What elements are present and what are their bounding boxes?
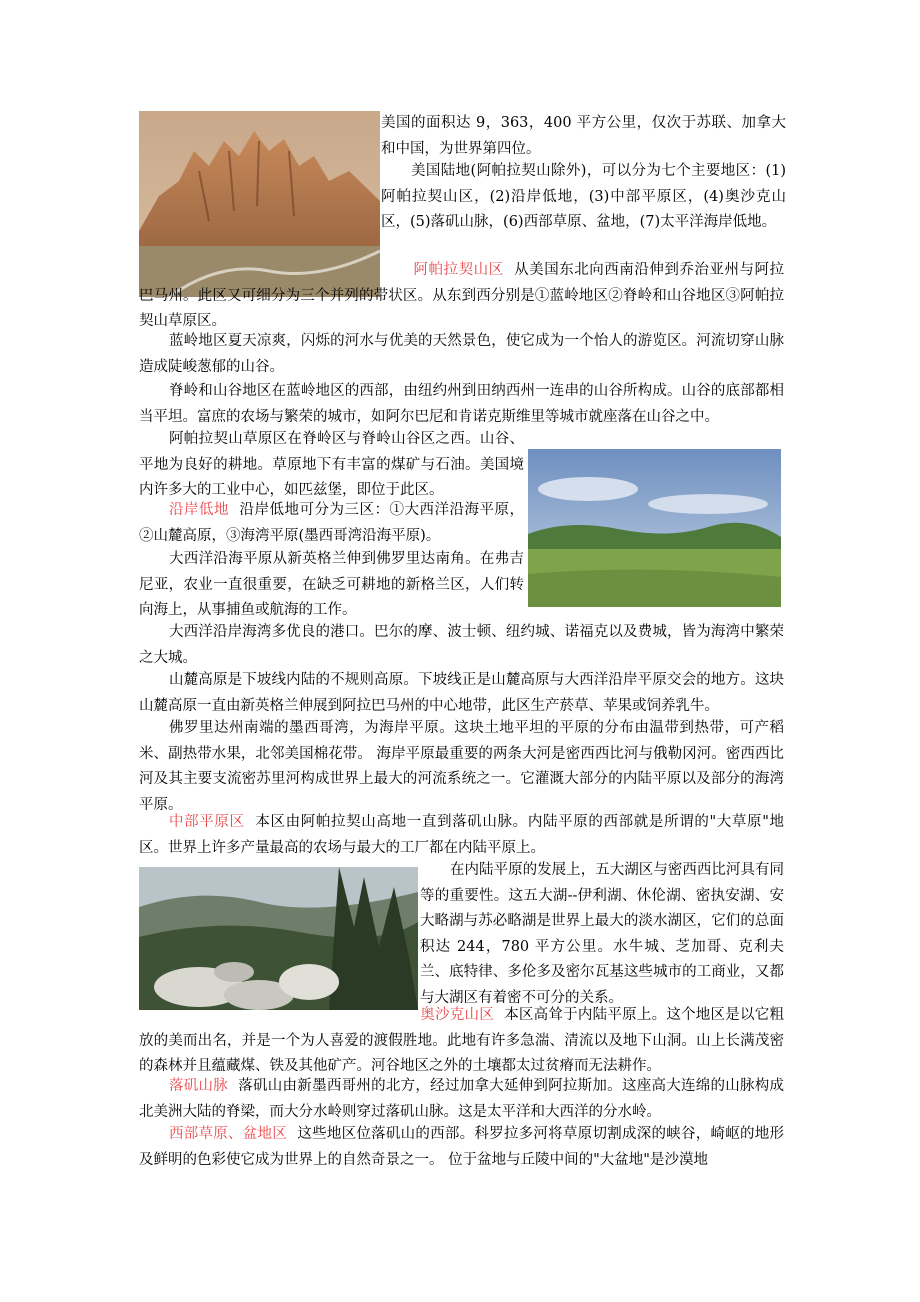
western-basin-section xyxy=(139,1122,784,1173)
appalachian-heading: 阿帕拉契山区 xyxy=(413,262,504,278)
mountain-rocks-photo xyxy=(139,867,418,1010)
intro-area-paragraph: 美国的面积达 9，363，400 平方公里，仅次于苏联、加拿大和中国，为世界第四位。 xyxy=(381,115,786,157)
rocky-mountains-section xyxy=(139,1074,784,1125)
plateau-paragraph: 阿帕拉契山草原区在脊岭区与脊岭山谷区之西。山谷、平地为良好的耕地。草原地下有丰富的煤矿与石油。美国境内许多大的工业中心，如匹兹堡，即位于此区。 xyxy=(139,431,524,498)
appalachian-text: 从美国东北向西南沿伸到乔治亚州与阿拉巴马州。此区又可细分为三个并列的带状区。从东到西分别是①蓝岭地区②脊岭和山谷地区③阿帕拉契山草原区。 xyxy=(139,262,784,329)
regions-overview-paragraph: 美国陆地(阿帕拉契山除外)，可以分为七个主要地区：(1)阿帕拉契山区，(2)沿岸低地，(3)中部平原区，(4)奥沙克山区，(5)落矶山脉，(6)西部草原、盆地，(7)太平洋海岸低地。 xyxy=(381,163,786,230)
ridge-valley-paragraph: 脊岭和山谷地区在蓝岭地区的西部，由纽约州到田纳西州一连串的山谷所构成。山谷的底部都相当平坦。富庶的农场与繁荣的城市，如阿尔巴尼和肯诺克斯维里等城市就座落在山谷之中。 xyxy=(139,383,784,425)
western-basin-heading: 西部草原、盆地区 xyxy=(169,1126,288,1142)
piedmont-paragraph: 山麓高原是下坡线内陆的不规则高原。下坡线正是山麓高原与大西洋沿岸平原交会的地方。这块山麓高原一直由新英格兰伸展到阿拉巴马州的中心地带，此区生产菸草、苹果或饲养乳牛。 xyxy=(139,672,784,714)
coastal-lowland-section xyxy=(139,498,524,549)
appalachian-section xyxy=(139,258,784,335)
central-plain-heading: 中部平原区 xyxy=(169,814,245,830)
ozark-section xyxy=(139,1003,784,1080)
great-lakes-paragraph: 在内陆平原的发展上，五大湖区与密西西比河具有同等的重要性。这五大湖--伊利湖、休伦湖、密执安湖、安大略湖与苏必略湖是世界上最大的淡水湖区，它们的总面积达 244，780 平方公里。水牛城、芝加哥、克利夫兰、底特律、多伦多及密尔瓦基这些城市的工商业，又都与大湖区有着密不可分的关系。 xyxy=(420,862,784,1006)
central-plain-section xyxy=(139,810,784,861)
western-basin-text: 这些地区位落矶山的西部。科罗拉多河将草原切割成深的峡谷，崎岖的地形及鲜明的色彩使它成为世界上的自然奇景之一。 位于盆地与丘陵中间的"大盆地"是沙漠地 xyxy=(139,1126,785,1168)
central-plain-text: 本区由阿帕拉契山高地一直到落矶山脉。内陆平原的西部就是所谓的"大草原"地区。世界上许多产量最高的农场与最大的工厂都在内陆平原上。 xyxy=(139,814,785,856)
atlantic-plain-paragraph: 大西洋沿海平原从新英格兰伸到佛罗里达南角。在弗吉尼亚，农业一直很重要，在缺乏可耕地的新格兰区，人们转向海上，从事捕鱼或航海的工作。 xyxy=(139,551,524,618)
ozark-text: 本区高耸于内陆平原上。这个地区是以它粗放的美而出名，并是一个为人喜爱的渡假胜地。此地有许多急湍、清流以及地下山洞。山上长满茂密的森林并且蕴藏煤、铁及其他矿产。河谷地区之外的土壤都太过贫瘠而无法耕作。 xyxy=(139,1007,785,1074)
ozark-heading: 奥沙克山区 xyxy=(420,1007,494,1023)
blue-ridge-paragraph: 蓝岭地区夏天凉爽，闪烁的河水与优美的天然景色，使它成为一个怡人的游览区。河流切穿山脉造成陡峻葱郁的山谷。 xyxy=(139,333,784,375)
rocky-mountains-heading: 落矶山脉 xyxy=(169,1078,229,1094)
coastal-lowland-heading: 沿岸低地 xyxy=(169,502,229,518)
atlantic-harbors-paragraph: 大西洋沿岸海湾多优良的港口。巴尔的摩、波士顿、纽约城、诺福克以及费城，皆为海湾中繁荣之大城。 xyxy=(139,624,784,666)
grassland-photo xyxy=(528,449,781,607)
gulf-plain-paragraph: 佛罗里达州南端的墨西哥湾，为海岸平原。这块土地平坦的平原的分布由温带到热带，可产稻米、副热带水果，北邻美国棉花带。 海岸平原最重要的两条大河是密西西比河与俄勒冈河。密西西比河及其主要支流密苏里河构成世界上最大的河流系统之一。它灌溉大部分的内陆平原以及部分的海湾平原。 xyxy=(139,720,784,813)
coastal-lowland-text: 沿岸低地可分为三区：①大西洋沿海平原，②山麓高原，③海湾平原(墨西哥湾沿海平原)。 xyxy=(139,502,524,544)
rocky-mountains-text: 落矶山由新墨西哥州的北方，经过加拿大延伸到阿拉斯加。这座高大连绵的山脉构成北美洲大陆的脊梁，而大分水岭则穿过落矶山脉。这是太平洋和大西洋的分水岭。 xyxy=(139,1078,785,1120)
